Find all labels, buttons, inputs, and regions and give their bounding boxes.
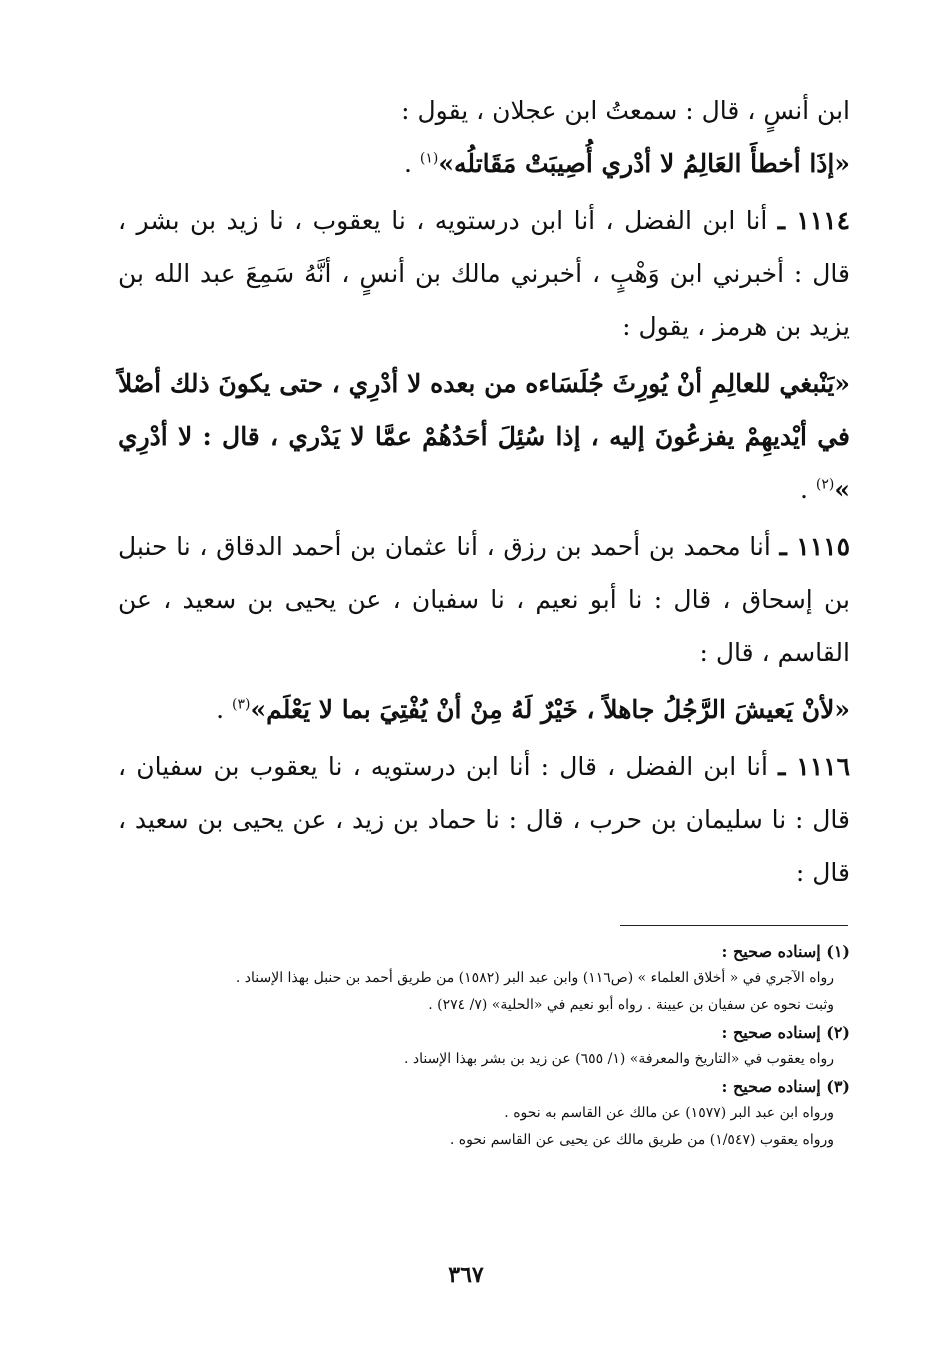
- footnote-1-heading: (١) إسناده صحيح :: [721, 942, 850, 961]
- footnote-2-line-1: رواه يعقوب في «التاريخ والمعرفة» (١/ ٦٥٥) عن زيد بن بشر بهذا الإسناد .: [403, 1051, 834, 1067]
- footnote-3-line-2: ورواه يعقوب (١/٥٤٧) من طريق مالك عن يحيى عن القاسم نحوه .: [449, 1132, 834, 1148]
- footnote-ref-2: (٢): [815, 476, 835, 493]
- entry-1115: [118, 520, 850, 679]
- quote-1-text: «إذَا أخطأَ العَالِمُ لا أدْري أُصِيبَتْ مَقَاتلُه»: [438, 149, 850, 178]
- intro-text: ابن أنسٍ ، قال : سمعتُ ابن عجلان ، يقول :: [401, 96, 850, 125]
- page-number: ٣٦٧: [448, 1262, 484, 1288]
- footnote-3-line-1: ورواه ابن عبد البر (١٥٧٧) عن مالك عن القاسم به نحوه .: [504, 1105, 834, 1121]
- entry-1116: [118, 740, 850, 899]
- entry-1114: [118, 194, 850, 353]
- text-line-intro: [118, 84, 850, 137]
- footnote-ref-3: (٣): [232, 696, 251, 713]
- entry-1115-number: ١١١٥ ـ: [779, 532, 851, 561]
- footnote-ref-1: (١): [419, 150, 439, 167]
- entry-1116-text: أنا ابن الفضل ، قال : أنا ابن درستويه ، نا يعقوب بن سفيان ، قال : نا سليمان بن حرب ، قال : نا حماد بن زيد ، عن يحيى بن سعيد ، قال :: [118, 752, 850, 887]
- footnote-3-heading: (٣) إسناده صحيح :: [721, 1077, 850, 1096]
- footnote-1-line-2: وثبت نحوه عن سفيان بن عيينة . رواه أبو نعيم في «الحلية» (٧/ ٢٧٤) .: [428, 997, 834, 1013]
- entry-1115-text: أنا محمد بن أحمد بن رزق ، أنا عثمان بن أحمد الدقاق ، نا حنبل بن إسحاق ، قال : نا أبو نعيم ، نا سفيان ، عن يحيى بن سعيد ، عن القاسم ، قال :: [118, 532, 850, 667]
- main-text: [118, 84, 850, 899]
- quote-2: «يَنْبغي للعالِمِ أنْ يُورِثَ جُلَسَاءه من بعده لا أدْرِي ، حتى يكونَ ذلك أصْلاً في أيْديهِمْ يفزعُونَ إليه ، إذا سُئِلَ أحَدُهُمْ عمَّا لا يَدْري ، قال : لا أدْرِي »$^{(٢)}$ .: [118, 369, 850, 504]
- quote-3: «لأنْ يَعيشَ الرَّجُلُ جاهلاً ، خَيْرٌ لَهُ مِنْ أنْ يُفْتِيَ بما لا يَعْلَم»$^{(٣)}$ .: [216, 695, 850, 724]
- entry-1114-number: ١١١٤ ـ: [777, 206, 851, 235]
- footnote-2-heading: (٢) إسناده صحيح :: [721, 1023, 850, 1042]
- quote-2-text: «يَنْبغي للعالِمِ أنْ يُورِثَ جُلَسَاءه من بعده لا أدْرِي ، حتى يكونَ ذلك أصْلاً في أيْديهِمْ يفزعُونَ إليه ، إذا سُئِلَ أحَدُهُمْ عمَّا لا يَدْري ، قال : لا أدْرِي »: [118, 369, 850, 504]
- footnotes: [110, 938, 850, 1154]
- footnote-1-line-1: رواه الآجري في « أخلاق العلماء » (ص١١٦) وابن عبد البر (١٥٨٢) من طريق أحمد بن حنبل بهذا الإسناد .: [235, 970, 834, 986]
- entry-1116-number: ١١١٦ ـ: [778, 752, 851, 781]
- quote-1: «إذَا أخطأَ العَالِمُ لا أدْري أُصِيبَتْ مَقَاتلُه»$^{(١)}$ .: [404, 149, 850, 178]
- quote-3-text: «لأنْ يَعيشَ الرَّجُلُ جاهلاً ، خَيْرٌ لَهُ مِنْ أنْ يُفْتِيَ بما لا يَعْلَم»: [250, 695, 850, 724]
- entry-1114-text: أنا ابن الفضل ، أنا ابن درستويه ، نا يعقوب ، نا زيد بن بشر ، قال : أخبرني ابن وَهْبٍ ، أخبرني مالك بن أنسٍ ، أنَّهُ سَمِعَ عبد الله بن يزيد بن هرمز ، يقول :: [118, 206, 850, 341]
- footnote-separator: [620, 925, 848, 926]
